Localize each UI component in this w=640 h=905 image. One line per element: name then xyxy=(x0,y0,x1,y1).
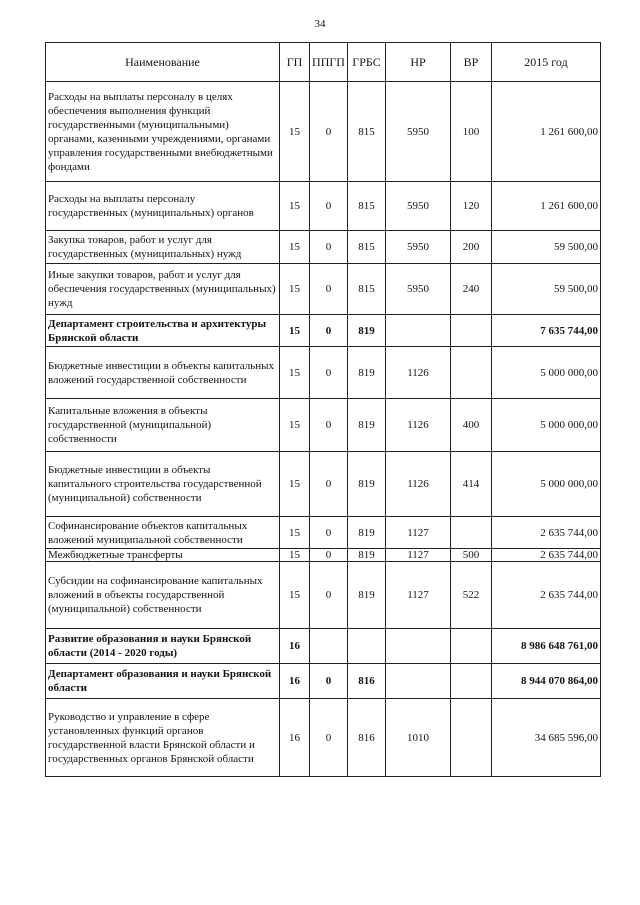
gp-cell: 15 xyxy=(280,549,310,562)
name-cell: Департамент строительства и архитектуры Брянской области xyxy=(46,315,280,347)
grbs-cell: 819 xyxy=(348,452,386,517)
gp-cell: 15 xyxy=(280,182,310,231)
vr-cell xyxy=(451,347,492,399)
amount-cell: 5 000 000,00 xyxy=(492,347,601,399)
ppgp-cell: 0 xyxy=(310,452,348,517)
header-nr: НР xyxy=(386,43,451,82)
nr-cell: 5950 xyxy=(386,231,451,264)
ppgp-cell: 0 xyxy=(310,399,348,452)
gp-cell: 16 xyxy=(280,699,310,777)
nr-cell xyxy=(386,315,451,347)
table-row xyxy=(46,629,601,664)
name-cell: Межбюджетные трансферты xyxy=(46,549,280,562)
grbs-cell: 816 xyxy=(348,699,386,777)
gp-cell: 15 xyxy=(280,347,310,399)
ppgp-cell: 0 xyxy=(310,517,348,549)
name-cell: Закупка товаров, работ и услуг для государственных (муниципальных) нужд xyxy=(46,231,280,264)
name-cell: Развитие образования и науки Брянской области (2014 - 2020 годы) xyxy=(46,629,280,664)
nr-cell: 1126 xyxy=(386,452,451,517)
nr-cell: 1127 xyxy=(386,562,451,629)
table-row xyxy=(46,549,601,562)
page-number: 34 xyxy=(314,18,326,30)
amount-cell: 2 635 744,00 xyxy=(492,549,601,562)
gp-cell: 15 xyxy=(280,264,310,315)
ppgp-cell: 0 xyxy=(310,315,348,347)
grbs-cell: 819 xyxy=(348,562,386,629)
grbs-cell: 819 xyxy=(348,549,386,562)
name-cell: Субсидии на софинансирование капитальных вложений в объекты государственной (муниципальной) собственности xyxy=(46,562,280,629)
ppgp-cell xyxy=(310,629,348,664)
header-grbs: ГРБС xyxy=(348,43,386,82)
amount-cell: 7 635 744,00 xyxy=(492,315,601,347)
table-row xyxy=(46,699,601,777)
gp-cell: 15 xyxy=(280,452,310,517)
vr-cell xyxy=(451,517,492,549)
gp-cell: 16 xyxy=(280,664,310,699)
table-body xyxy=(46,82,601,777)
header-name: Наименование xyxy=(46,43,280,82)
header-amount: 2015 год xyxy=(492,43,601,82)
table-row xyxy=(46,347,601,399)
grbs-cell: 816 xyxy=(348,664,386,699)
name-cell: Бюджетные инвестиции в объекты капитальных вложений государственной собственности xyxy=(46,347,280,399)
nr-cell: 5950 xyxy=(386,182,451,231)
vr-cell: 500 xyxy=(451,549,492,562)
gp-cell: 16 xyxy=(280,629,310,664)
table-row xyxy=(46,452,601,517)
ppgp-cell: 0 xyxy=(310,231,348,264)
grbs-cell: 819 xyxy=(348,517,386,549)
table-header-row xyxy=(46,43,601,82)
name-cell: Бюджетные инвестиции в объекты капитального строительства государственной (муниципальной) собственности xyxy=(46,452,280,517)
ppgp-cell: 0 xyxy=(310,82,348,182)
amount-cell: 34 685 596,00 xyxy=(492,699,601,777)
table-row xyxy=(46,664,601,699)
amount-cell: 59 500,00 xyxy=(492,231,601,264)
vr-cell: 200 xyxy=(451,231,492,264)
name-cell: Расходы на выплаты персоналу государственных (муниципальных) органов xyxy=(46,182,280,231)
grbs-cell: 819 xyxy=(348,347,386,399)
grbs-cell xyxy=(348,629,386,664)
header-gp: ГП xyxy=(280,43,310,82)
amount-cell: 1 261 600,00 xyxy=(492,182,601,231)
header-ppgp: ППГП xyxy=(310,43,348,82)
grbs-cell: 819 xyxy=(348,399,386,452)
nr-cell: 5950 xyxy=(386,264,451,315)
amount-cell: 1 261 600,00 xyxy=(492,82,601,182)
name-cell: Расходы на выплаты персоналу в целях обеспечения выполнения функций государственными (муниципальными) органами, казенными учреждениями, органами управления государственными внебюджетными фондами xyxy=(46,82,280,182)
gp-cell: 15 xyxy=(280,315,310,347)
vr-cell xyxy=(451,699,492,777)
vr-cell: 240 xyxy=(451,264,492,315)
vr-cell: 522 xyxy=(451,562,492,629)
grbs-cell: 815 xyxy=(348,264,386,315)
table-row xyxy=(46,517,601,549)
table-row xyxy=(46,562,601,629)
ppgp-cell: 0 xyxy=(310,562,348,629)
nr-cell: 1127 xyxy=(386,549,451,562)
table-row xyxy=(46,182,601,231)
gp-cell: 15 xyxy=(280,82,310,182)
ppgp-cell: 0 xyxy=(310,664,348,699)
amount-cell: 8 944 070 864,00 xyxy=(492,664,601,699)
vr-cell xyxy=(451,664,492,699)
amount-cell: 59 500,00 xyxy=(492,264,601,315)
amount-cell: 5 000 000,00 xyxy=(492,452,601,517)
nr-cell xyxy=(386,629,451,664)
table-row xyxy=(46,82,601,182)
gp-cell: 15 xyxy=(280,399,310,452)
nr-cell: 5950 xyxy=(386,82,451,182)
vr-cell: 400 xyxy=(451,399,492,452)
table-row xyxy=(46,315,601,347)
amount-cell: 2 635 744,00 xyxy=(492,517,601,549)
nr-cell: 1126 xyxy=(386,347,451,399)
ppgp-cell: 0 xyxy=(310,264,348,315)
table-row xyxy=(46,264,601,315)
gp-cell: 15 xyxy=(280,562,310,629)
ppgp-cell: 0 xyxy=(310,699,348,777)
grbs-cell: 819 xyxy=(348,315,386,347)
name-cell: Иные закупки товаров, работ и услуг для обеспечения государственных (муниципальных) нужд xyxy=(46,264,280,315)
budget-table xyxy=(45,42,601,777)
table-row xyxy=(46,399,601,452)
ppgp-cell: 0 xyxy=(310,549,348,562)
amount-cell: 2 635 744,00 xyxy=(492,562,601,629)
amount-cell: 5 000 000,00 xyxy=(492,399,601,452)
nr-cell: 1126 xyxy=(386,399,451,452)
name-cell: Капитальные вложения в объекты государственной (муниципальной) собственности xyxy=(46,399,280,452)
name-cell: Софинансирование объектов капитальных вложений муниципальной собственности xyxy=(46,517,280,549)
vr-cell: 414 xyxy=(451,452,492,517)
vr-cell: 120 xyxy=(451,182,492,231)
grbs-cell: 815 xyxy=(348,182,386,231)
nr-cell xyxy=(386,664,451,699)
vr-cell xyxy=(451,315,492,347)
grbs-cell: 815 xyxy=(348,82,386,182)
name-cell: Департамент образования и науки Брянской области xyxy=(46,664,280,699)
gp-cell: 15 xyxy=(280,517,310,549)
nr-cell: 1127 xyxy=(386,517,451,549)
nr-cell: 1010 xyxy=(386,699,451,777)
grbs-cell: 815 xyxy=(348,231,386,264)
gp-cell: 15 xyxy=(280,231,310,264)
amount-cell: 8 986 648 761,00 xyxy=(492,629,601,664)
table-row xyxy=(46,231,601,264)
vr-cell: 100 xyxy=(451,82,492,182)
vr-cell xyxy=(451,629,492,664)
name-cell: Руководство и управление в сфере установленных функций органов государственной власти Брянской области и государственных органов Брянской области xyxy=(46,699,280,777)
ppgp-cell: 0 xyxy=(310,347,348,399)
header-vr: ВР xyxy=(451,43,492,82)
ppgp-cell: 0 xyxy=(310,182,348,231)
